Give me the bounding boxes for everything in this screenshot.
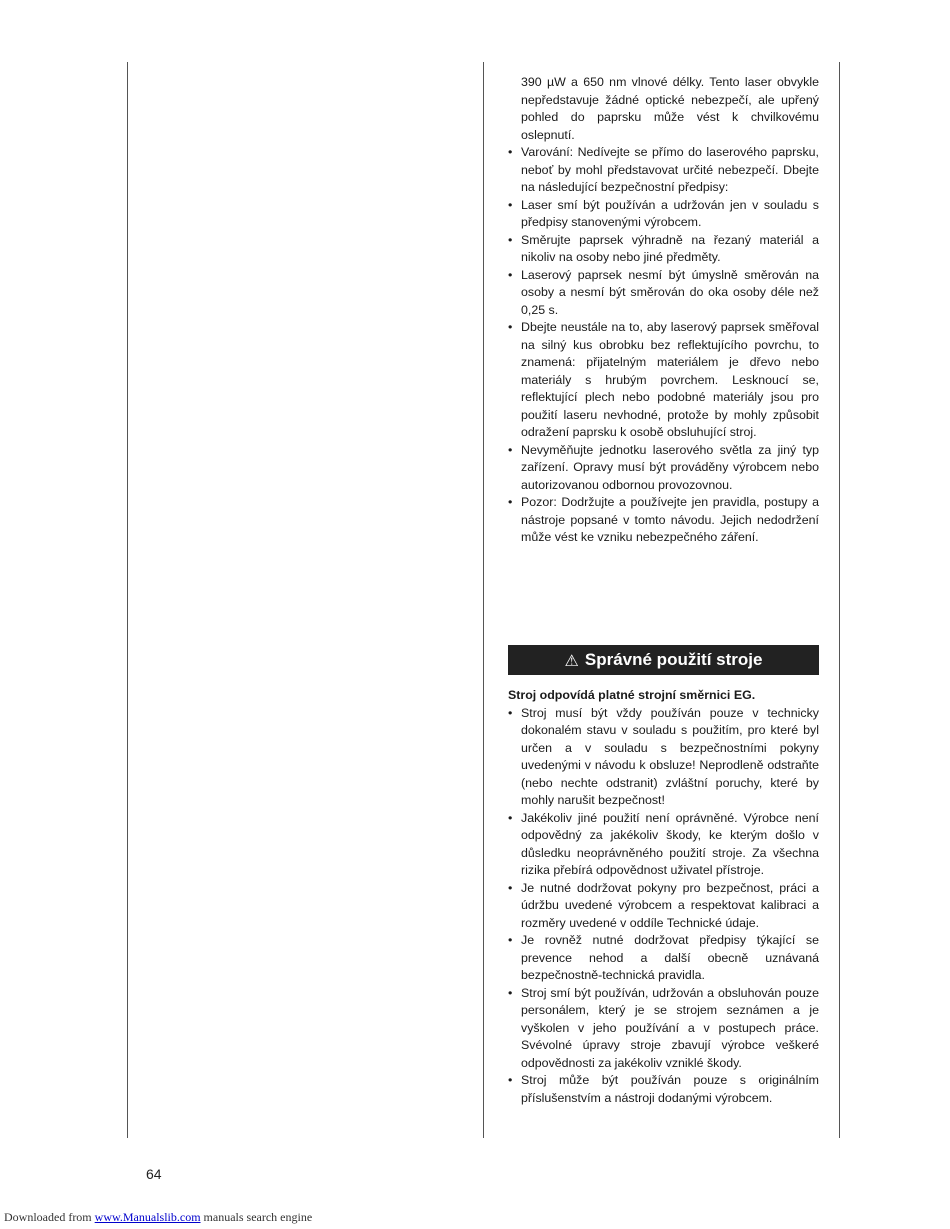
laser-safety-block bbox=[508, 74, 819, 547]
column-divider-left bbox=[127, 62, 128, 1138]
section-title: Správné použití stroje bbox=[584, 650, 763, 669]
list-item: • Pozor: Dodržujte a používejte jen pravidla, postupy a nástroje popsané v tomto návodu. Jejich nedodržení může vést ke vzniku nebezpečného záření. bbox=[508, 494, 819, 547]
list-item: • Dbejte neustále na to, aby laserový paprsek směřoval na silný kus obrobku bez reflektujícího povrchu, to znamená: přijatelným materiálem je dřevo nebo materiály s hrubým povrchem. Lesknoucí se, reflektující plech nebo podobné materiály jsou pro použití laseru nevhodné, protože by mohly způsobit odražení paprsku k osobě obsluhující stroj. bbox=[508, 319, 819, 442]
laser-intro-text: 390 µW a 650 nm vlnové délky. Tento laser obvykle nepředstavuje žádné optické nebezpečí, ale upřený pohled do paprsku může vést k chvilkovému oslepnutí. bbox=[521, 75, 819, 142]
section-heading-banner bbox=[508, 645, 819, 675]
column-divider-right bbox=[839, 62, 840, 1138]
list-item: • Stroj musí být vždy používán pouze v technicky dokonalém stavu v souladu s použitím, pro které byl určen a v souladu s bezpečnostními pokyny uvedenými v návodu k obsluze! Neprodleně odstraňte (nebo nechte odstranit) zvláštní poruchy, které by mohly narušit bezpečnost! bbox=[508, 705, 819, 810]
footer-suffix: manuals search engine bbox=[203, 1210, 313, 1224]
proper-use-block bbox=[508, 687, 819, 1107]
warning-triangle-icon: ⚠ bbox=[564, 650, 579, 670]
list-item: • Laserový paprsek nesmí být úmyslně směrován na osoby a nesmí být směrován do oka osoby déle než 0,25 s. bbox=[508, 267, 819, 320]
list-item: • Směrujte paprsek výhradně na řezaný materiál a nikoliv na osoby nebo jiné předměty. bbox=[508, 232, 819, 267]
page-number: 64 bbox=[146, 1166, 162, 1182]
list-item: • Nevyměňujte jednotku laserového světla za jiný typ zařízení. Opravy musí být prováděny výrobcem nebo autorizovanou odbornou provozovnou. bbox=[508, 442, 819, 495]
list-item: • Laser smí být používán a udržován jen v souladu s předpisy stanovenými výrobcem. bbox=[508, 197, 819, 232]
list-item: • Stroj smí být používán, udržován a obsluhován pouze personálem, který je se strojem seznámen a je vyškolen v jeho používání a v postupech práce. Svévolné úpravy stroje zbavují výrobce veškeré odpovědnosti za jakékoliv vzniklé škody. bbox=[508, 985, 819, 1073]
manualslib-link[interactable]: www.Manualslib.com bbox=[94, 1210, 201, 1224]
list-item: • Varování: Nedívejte se přímo do laserového paprsku, neboť by mohl představovat určité nebezpečí. Dbejte na následující bezpečnostní předpisy: bbox=[508, 144, 819, 197]
column-divider-middle bbox=[483, 62, 484, 1138]
proper-use-list bbox=[508, 705, 819, 1108]
list-item: • Stroj může být používán pouze s originálním příslušenstvím a nástroji dodanými výrobcem. bbox=[508, 1072, 819, 1107]
list-item: • Je rovněž nutné dodržovat předpisy týkající se prevence nehod a další obecně uznávaná bezpečnostně-technická pravidla. bbox=[508, 932, 819, 985]
footer-prefix: Downloaded from bbox=[4, 1210, 92, 1224]
list-item: • Jakékoliv jiné použití není oprávněné. Výrobce není odpovědný za jakékoliv škody, ke kterým došlo v důsledku neoprávněného použití stroje. Za všechna rizika přebírá odpovědnost uživatel přístroje. bbox=[508, 810, 819, 880]
section-lead-text: Stroj odpovídá platné strojní směrnici EG. bbox=[508, 688, 756, 702]
laser-safety-list bbox=[508, 144, 819, 547]
download-footer bbox=[4, 1210, 312, 1225]
list-item: • Je nutné dodržovat pokyny pro bezpečnost, práci a údržbu uvedené výrobcem a respektovat kalibraci a rozměry uvedené v oddíle Technické údaje. bbox=[508, 880, 819, 933]
